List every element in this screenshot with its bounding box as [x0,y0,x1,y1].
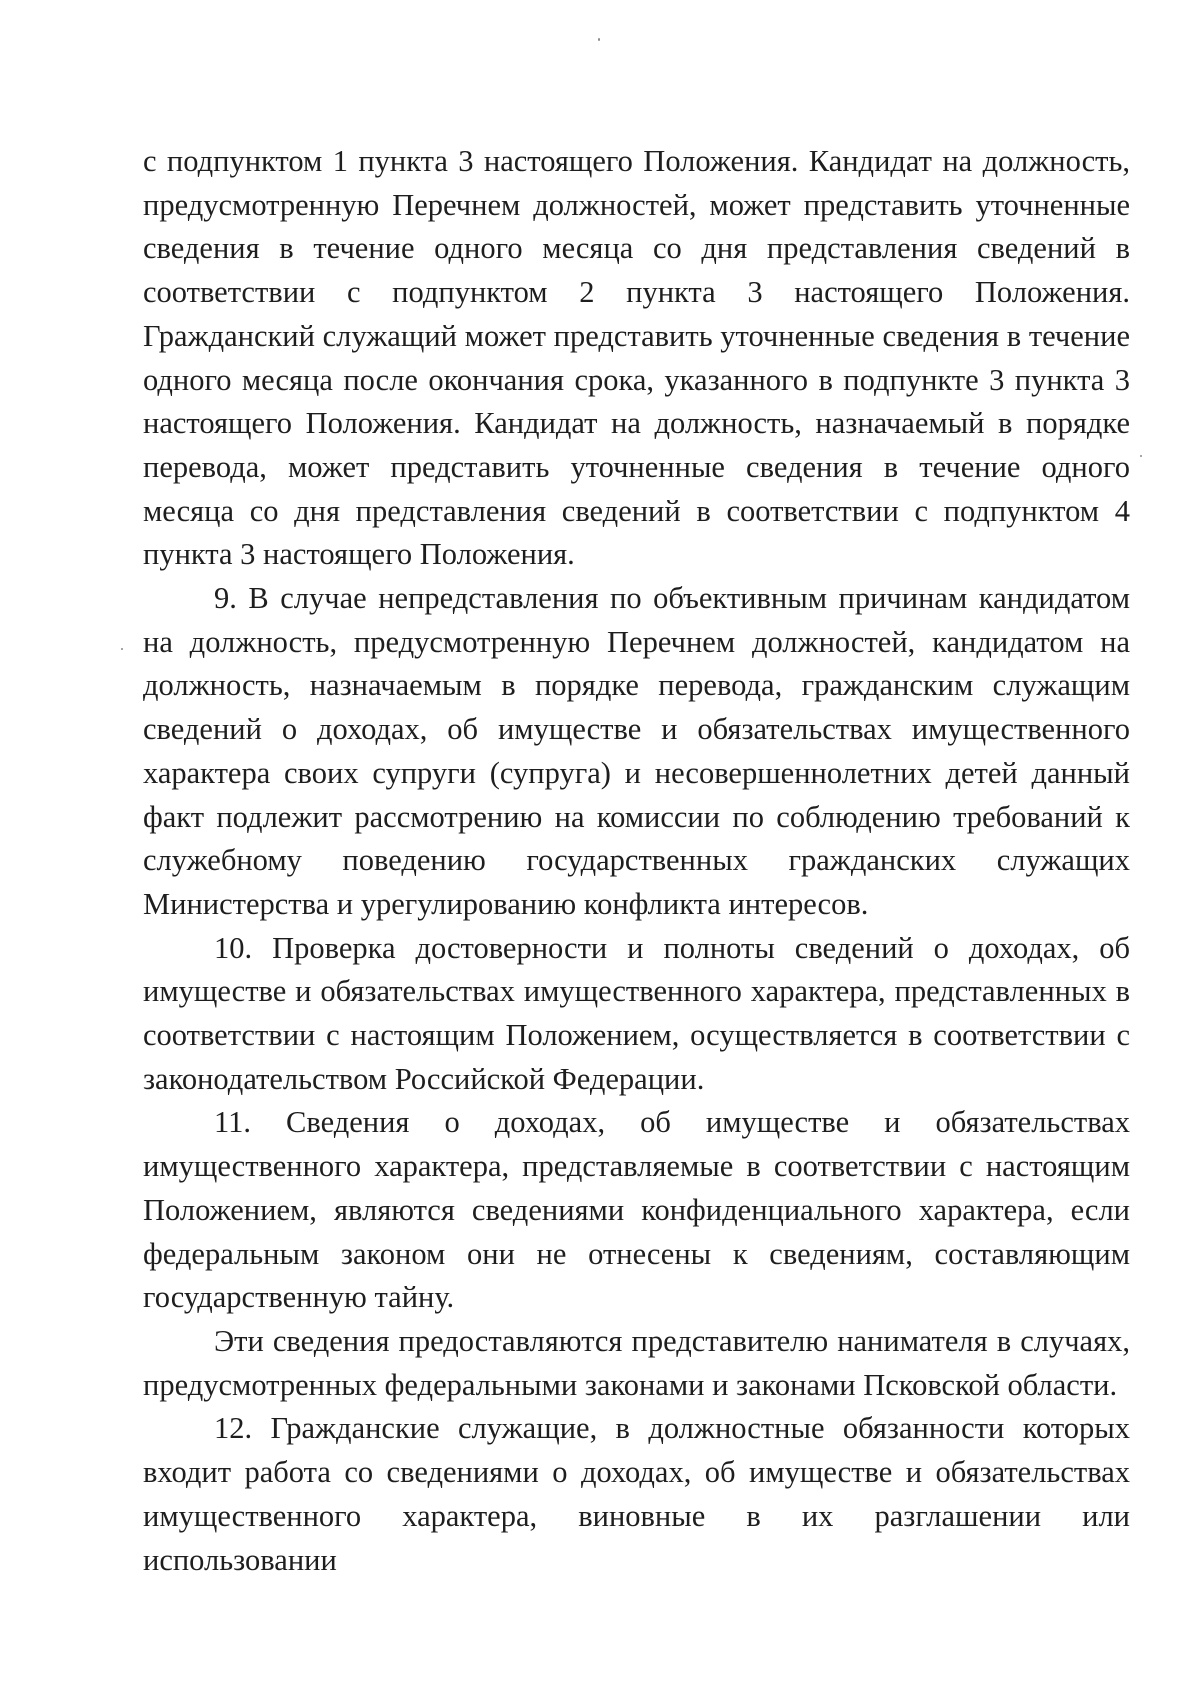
paragraph-10: 10. Проверка достоверности и полноты сведений о доходах, об имуществе и обязательствах имущественного характера, представленных в соответствии с настоящим Положением, осуществляется в соответствии с законодательством Российской Федерации. [143,930,1130,1096]
scan-speck [1140,455,1142,457]
paragraph-12: 12. Гражданские служащие, в должностные обязанности которых входит работа со сведениями о доходах, об имуществе и обязательствах имущественного характера, виновные в их разглашении или использовании [143,1411,1130,1577]
paragraph-11-continued: Эти сведения предоставляются представителю нанимателя в случаях, предусмотренных федеральными законами и законами Псковской области. [143,1323,1130,1402]
paragraph-9: 9. В случае непредставления по объективным причинам кандидатом на должность, предусмотренную Перечнем должностей, кандидатом на должность, назначаемым в порядке перевода, гражданским служащим сведений о доходах, об имуществе и обязательствах имущественного характера своих супруги (супруга) и несовершеннолетних детей данный факт подлежит рассмотрению на комиссии по соблюдению требований к служебному поведению государственных гражданских служащих Министерства и урегулированию конфликта интересов. [143,581,1130,921]
scan-speck [121,648,123,650]
paragraph-continuation: с подпунктом 1 пункта 3 настоящего Положения. Кандидат на должность, предусмотренную Перечнем должностей, может представить уточненные сведения в течение одного месяца со дня представления сведений в соответствии с подпунктом 2 пункта 3 настоящего Положения. Гражданский служащий может представить уточненные сведения в течение одного месяца после окончания срока, указанного в подпункте 3 пункта 3 настоящего Положения. Кандидат на должность, назначаемый в порядке перевода, может представить уточненные сведения в течение одного месяца со дня представления сведений в соответствии с подпунктом 4 пункта 3 настоящего Положения. [143,144,1130,572]
scan-speck [598,38,600,41]
paragraph-11: 11. Сведения о доходах, об имуществе и обязательствах имущественного характера, представляемые в соответствии с настоящим Положением, являются сведениями конфиденциального характера, если федеральным законом они не отнесены к сведениям, составляющим государственную тайну. [143,1105,1130,1315]
document-body [143,140,1130,1582]
